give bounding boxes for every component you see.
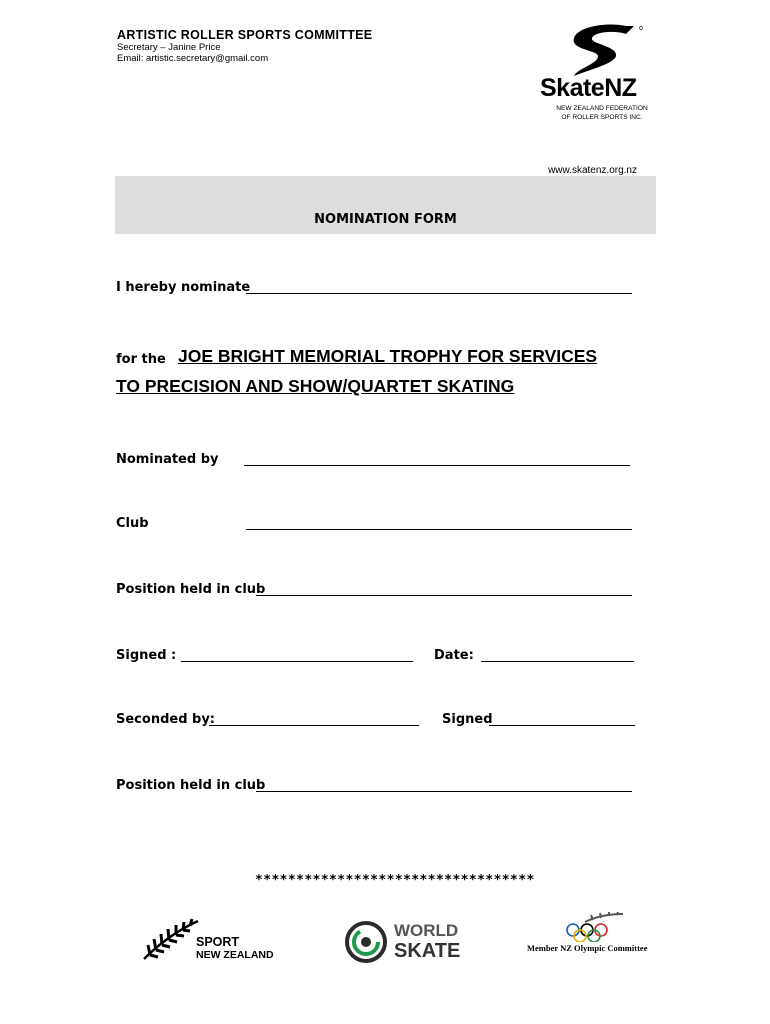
skatenz-tagline-2: OF ROLLER SPORTS INC. <box>561 114 643 121</box>
world-skate-swirl-icon <box>344 920 388 964</box>
secretary-name: Secretary – Janine Price <box>117 42 221 53</box>
nz-olympic-logo <box>525 912 665 964</box>
position-field[interactable] <box>256 595 632 596</box>
nz-olympic-text: Member NZ Olympic Committee <box>527 943 648 953</box>
nominate-label: I hereby nominate <box>116 280 251 295</box>
seconder-position-label: Position held in club <box>116 778 266 793</box>
club-field[interactable] <box>246 529 632 530</box>
seconder-position-field[interactable] <box>256 791 632 792</box>
sport-nz-line-1: SPORT <box>196 935 240 949</box>
olympic-rings-icon <box>565 912 629 942</box>
seconder-signed-field[interactable] <box>489 725 635 726</box>
committee-name: ARTISTIC ROLLER SPORTS COMMITTEE <box>117 28 373 42</box>
date-field[interactable] <box>481 661 634 662</box>
skatenz-logo <box>538 20 658 130</box>
seconder-signed-label: Signed <box>442 712 493 727</box>
seconded-by-label: Seconded by: <box>116 712 216 727</box>
nominated-by-label: Nominated by <box>116 452 219 467</box>
seconded-by-field[interactable] <box>209 725 419 726</box>
form-title: NOMINATION FORM <box>314 212 457 227</box>
stars-divider: ********************************** <box>255 873 535 888</box>
skatenz-wordmark: SkateNZ <box>540 74 637 102</box>
club-label: Club <box>116 516 149 531</box>
for-the-label: for the <box>116 352 166 367</box>
fern-icon <box>140 915 202 963</box>
skatenz-tagline-1: NEW ZEALAND FEDERATION <box>556 105 648 112</box>
date-label: Date: <box>434 648 474 663</box>
trophy-name-line-2: TO PRECISION AND SHOW/QUARTET SKATING <box>116 376 515 396</box>
nominated-by-field[interactable] <box>244 465 630 466</box>
sport-nz-line-2: NEW ZEALAND <box>196 949 274 961</box>
secretary-email: Email: artistic.secretary@gmail.com <box>117 53 269 64</box>
trophy-name-line-1: JOE BRIGHT MEMORIAL TROPHY FOR SERVICES <box>178 346 598 366</box>
world-skate-logo <box>344 918 468 966</box>
website: www.skatenz.org.nz <box>548 165 637 176</box>
sport-nz-logo <box>140 915 290 965</box>
position-label: Position held in club <box>116 582 266 597</box>
world-skate-line-1: WORLD <box>394 921 459 940</box>
signed-label: Signed : <box>116 648 177 663</box>
nominee-field[interactable] <box>246 293 632 294</box>
signed-field[interactable] <box>181 661 413 662</box>
world-skate-line-2: SKATE <box>394 940 461 962</box>
